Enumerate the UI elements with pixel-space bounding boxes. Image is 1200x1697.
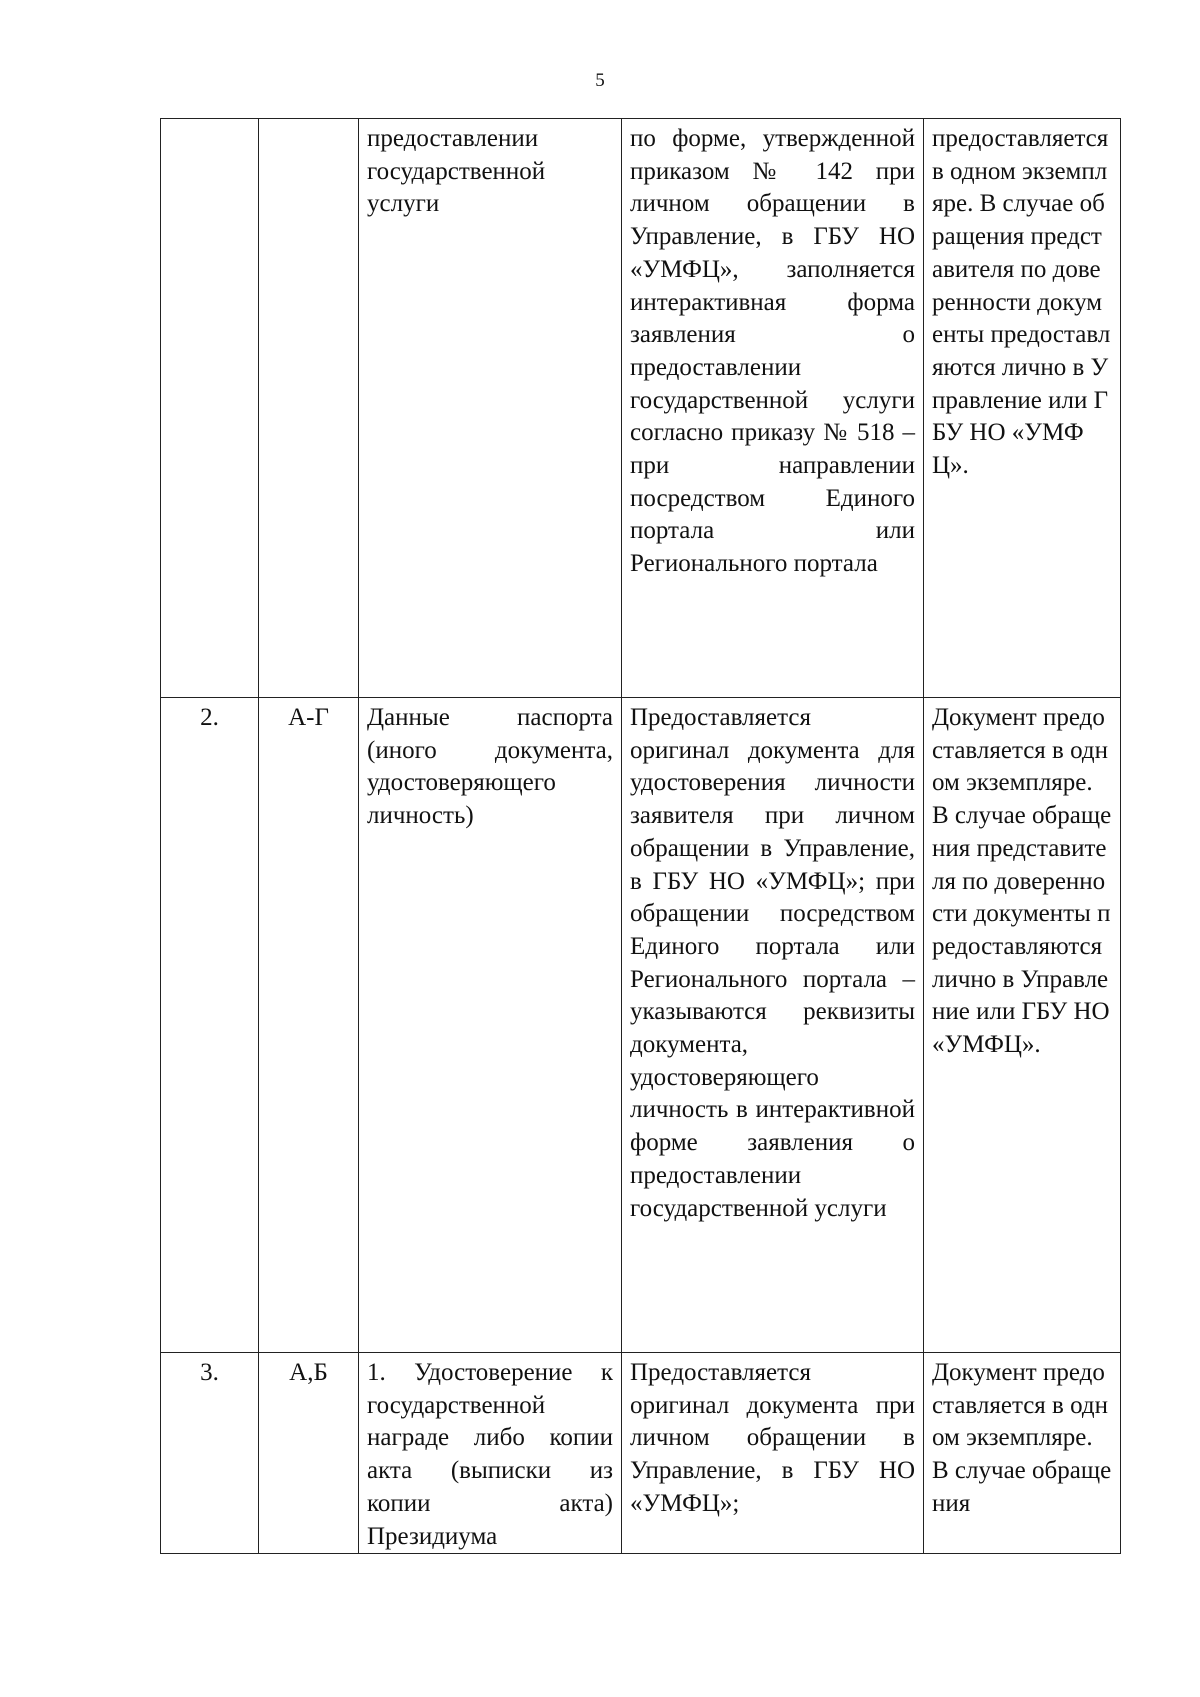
document-requirement-cell: Предоставляется оригинал документа для удостоверения личности заявителя при личном обращении в Управление, в ГБУ НО «УМФЦ»; при обращении посредством Единого портала или Регионального портала – указываются реквизиты документа, удостоверяющего личность в интерактивной форме заявления о предоставлении государственной услуги (622, 698, 924, 1353)
row-number-cell (161, 119, 259, 698)
document-name-cell: Данные паспорта (иного документа, удостоверяющего личность) (359, 698, 622, 1353)
applicant-category-cell: А-Г (259, 698, 359, 1353)
document-note-cell: предоставляется в одном экземпляре. В случае обращения представителя по доверенности документы предоставляются лично в Управление или ГБУ НО «УМФЦ». (924, 119, 1121, 698)
table-row (161, 119, 1121, 698)
applicant-category-cell: А,Б (259, 1353, 359, 1554)
document-name-cell: 1. Удостоверение к государственной награде либо копии акта (выписки из копии акта) Президиума (359, 1353, 622, 1554)
applicant-category-cell (259, 119, 359, 698)
row-number-cell: 2. (161, 698, 259, 1353)
document-note-cell: Документ предоставляется в одном экземпляре. В случае обращения (924, 1353, 1121, 1554)
document-note-cell: Документ предоставляется в одном экземпляре. В случае обращения представителя по доверенности документы предоставляются лично в Управление или ГБУ НО «УМФЦ». (924, 698, 1121, 1353)
documents-table (160, 118, 1121, 1554)
document-name-cell: предоставлении государственной услуги (359, 119, 622, 698)
page-number: 5 (595, 70, 605, 91)
document-requirement-cell: Предоставляется оригинал документа при личном обращении в Управление, в ГБУ НО «УМФЦ»; (622, 1353, 924, 1554)
row-number-cell: 3. (161, 1353, 259, 1554)
document-requirement-cell: по форме, утвержденной приказом № 142 при личном обращении в Управление, в ГБУ НО «УМФЦ», заполняется интерактивная форма заявления о предоставлении государственной услуги согласно приказу № 518 – при направлении посредством Единого портала или Регионального портала (622, 119, 924, 698)
table-row (161, 698, 1121, 1353)
table-row (161, 1353, 1121, 1554)
